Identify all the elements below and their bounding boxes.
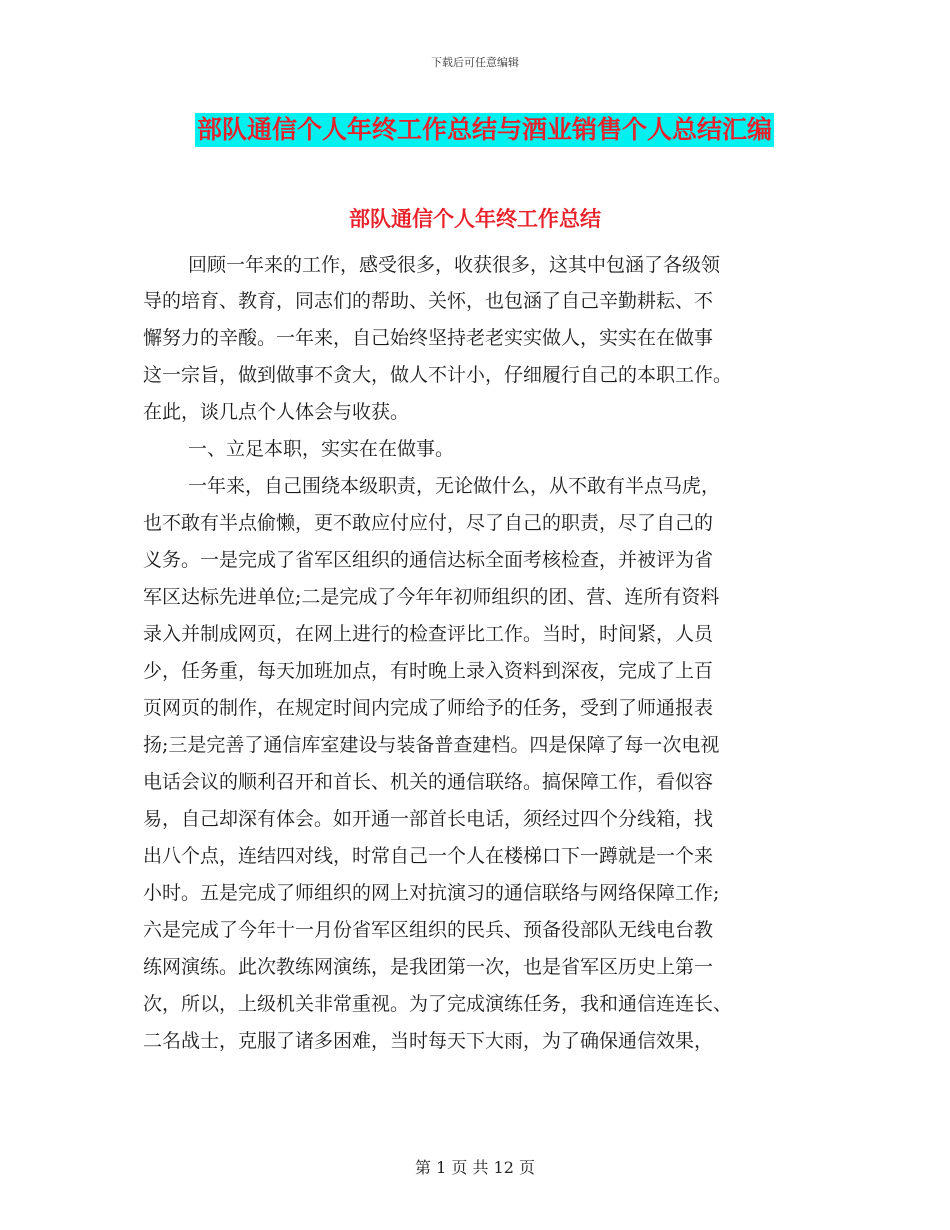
paragraph-line: 页网页的制作，在规定时间内完成了师给予的任务，受到了师通报表	[143, 697, 714, 719]
paragraph-line: 易，自己却深有体会。如开通一部首长电话，须经过四个分线箱，找	[143, 808, 714, 830]
paragraph-line: 军区达标先进单位;二是完成了今年年初师组织的团、营、连所有资料	[143, 586, 720, 608]
paragraph-line: 义务。一是完成了省军区组织的通信达标全面考核检查，并被评为省	[143, 549, 714, 571]
paragraph-line: 导的培育、教育，同志们的帮助、关怀，也包涵了自己辛勤耕耘、不	[143, 290, 714, 312]
paragraph-line: 少，任务重，每天加班加点，有时晚上录入资料到深夜，完成了上百	[143, 660, 714, 682]
paragraph-line: 回顾一年来的工作，感受很多，收获很多，这其中包涵了各级领	[188, 254, 721, 276]
paragraph-line: 扬;三是完善了通信库室建设与装备普查建档。四是保障了每一次电视	[143, 734, 720, 756]
paragraph-line: 二名战士，克服了诸多困难，当时每天下大雨，为了确保通信效果，	[143, 1030, 714, 1052]
section-title: 部队通信个人年终工作总结	[349, 207, 601, 231]
paragraph-line: 一、立足本职，实实在在做事。	[188, 438, 455, 460]
page-footer: 第 1 页 共 12 页	[415, 1158, 535, 1177]
paragraph-line: 这一宗旨，做到做事不贪大，做人不计小，仔细履行自己的本职工作。	[143, 364, 733, 386]
paragraph-line: 小时。五是完成了师组织的网上对抗演习的通信联络与网络保障工作;	[143, 882, 720, 904]
paragraph-line: 次，所以，上级机关非常重视。为了完成演练任务，我和通信连连长、	[143, 993, 733, 1015]
paragraph-line: 也不敢有半点偷懒，更不敢应付应付，尽了自己的职责，尽了自己的	[143, 512, 714, 534]
paragraph-line: 一年来，自己围绕本级职责，无论做什么，从不敢有半点马虎，	[188, 475, 721, 497]
paragraph-line: 录入并制成网页，在网上进行的检查评比工作。当时，时间紧，人员	[143, 623, 714, 645]
paragraph-line: 出八个点，连结四对线，时常自己一个人在楼梯口下一蹲就是一个来	[143, 845, 714, 867]
header-note: 下载后可任意编辑	[431, 56, 519, 69]
paragraph-line: 六是完成了今年十一月份省军区组织的民兵、预备役部队无线电台教	[143, 919, 714, 941]
paragraph-line: 练网演练。此次教练网演练，是我团第一次，也是省军区历史上第一	[143, 956, 714, 978]
document-title: 部队通信个人年终工作总结与酒业销售个人总结汇编	[195, 113, 774, 147]
paragraph-line: 电话会议的顺利召开和首长、机关的通信联络。搞保障工作，看似容	[143, 771, 714, 793]
paragraph-line: 在此，谈几点个人体会与收获。	[143, 401, 410, 423]
paragraph-line: 懈努力的辛酸。一年来，自己始终坚持老老实实做人，实实在在做事	[143, 327, 714, 349]
